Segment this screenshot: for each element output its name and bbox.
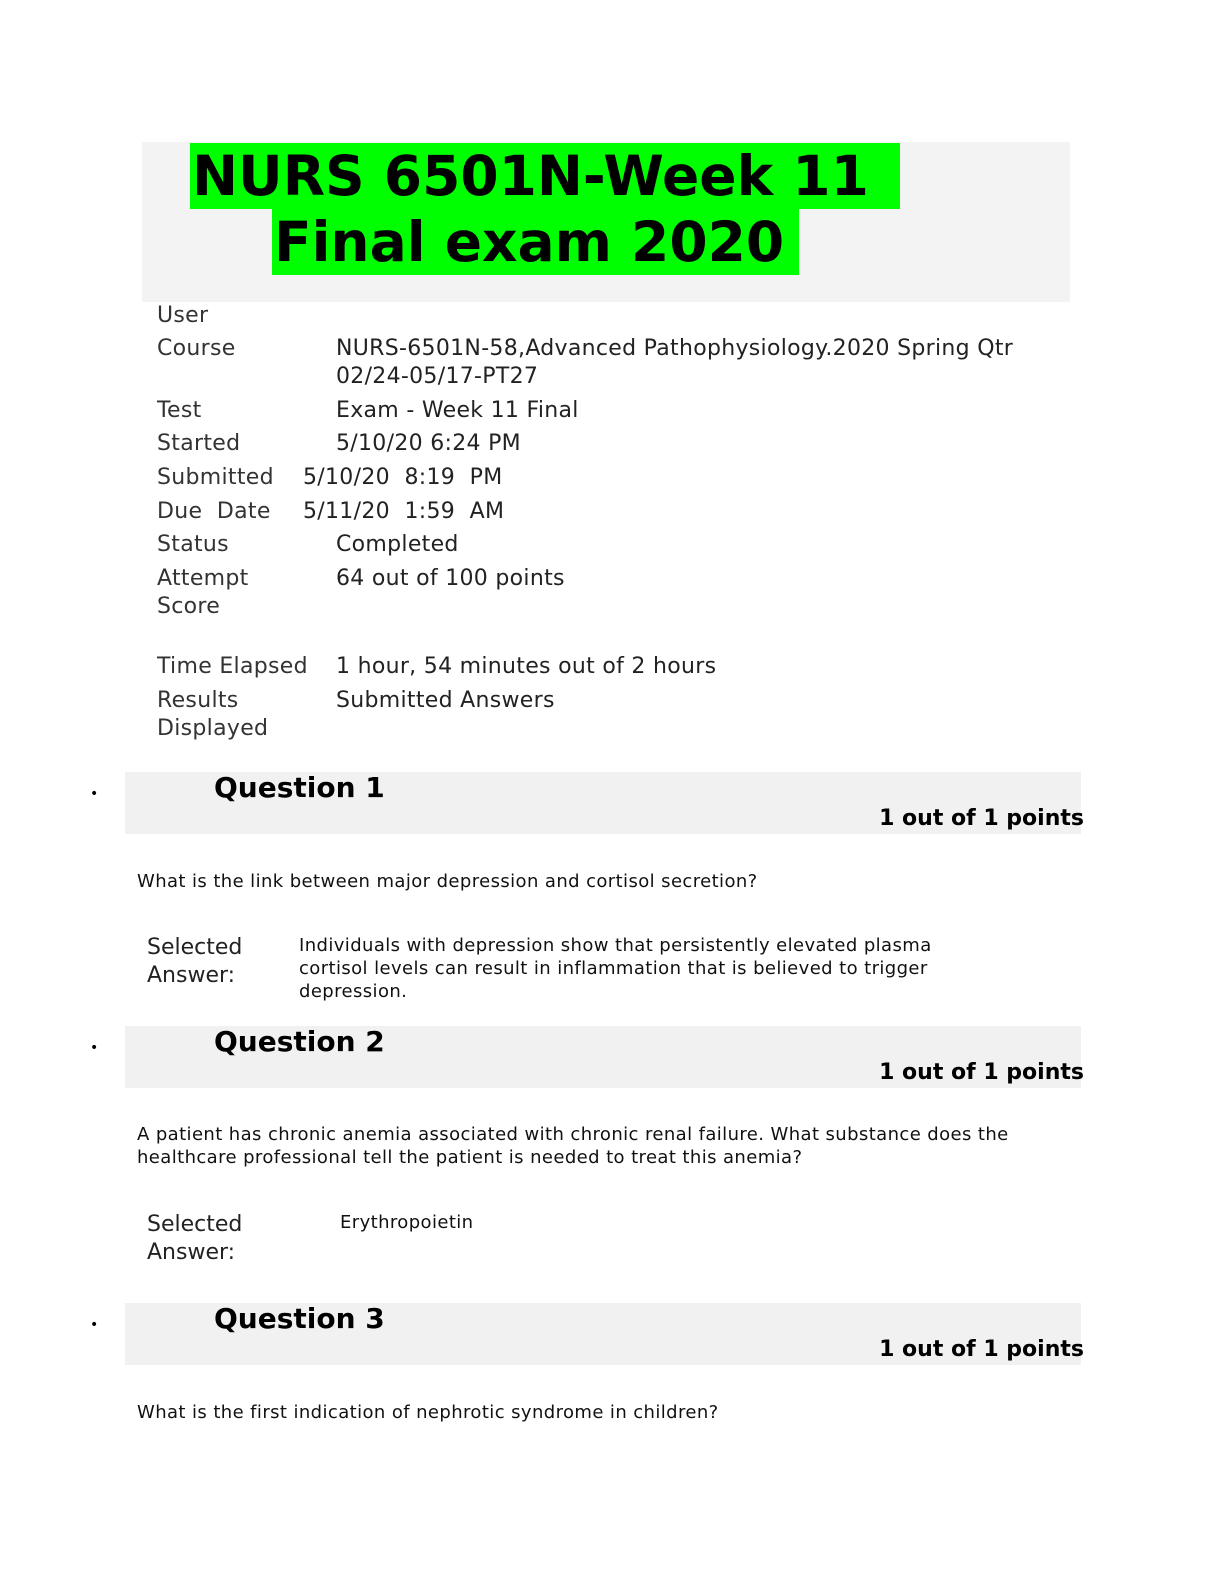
attempt-score-value: 64 out of 100 points [336, 566, 565, 591]
time-elapsed-label: Time Elapsed [157, 654, 308, 679]
question-2-selected-answer: Erythropoietin [340, 1212, 474, 1233]
submitted-label: Submitted [157, 465, 274, 490]
question-1-selected-label-line-1: Selected [147, 935, 243, 960]
document-title-line-1: NURS 6501N-Week 11 [190, 143, 900, 209]
status-value: Completed [336, 532, 459, 557]
question-3-text: What is the first indication of nephrotic syndrome in children? [137, 1402, 719, 1423]
results-displayed-label-line-1: Results [157, 688, 239, 713]
due-date-value: 5/11/20 1:59 AM [303, 499, 505, 524]
question-1-selected-answer: Individuals with depression show that persistently elevated plasma cortisol levels can result in inflammation that is believed to trigger depression. [299, 935, 932, 1002]
started-value: 5/10/20 6:24 PM [336, 431, 521, 456]
question-2-title: Question 2 [214, 1025, 385, 1058]
question-2-selected-label-line-1: Selected [147, 1212, 243, 1237]
question-1-selected-label-line-2: Answer: [147, 963, 236, 988]
question-2-text: A patient has chronic anemia associated with chronic renal failure. What substance does the healthcare professional tell the patient is needed to treat this anemia? [137, 1124, 1009, 1168]
question-1-bullet: • [90, 786, 99, 802]
test-value: Exam - Week 11 Final [336, 398, 579, 423]
question-2-bullet: • [90, 1040, 99, 1056]
course-label: Course [157, 336, 236, 361]
question-3-points: 1 out of 1 points [879, 1337, 1084, 1362]
results-displayed-label-line-2: Displayed [157, 716, 269, 741]
question-2-selected-label-line-2: Answer: [147, 1240, 236, 1265]
question-1-title: Question 1 [214, 771, 385, 804]
results-displayed-value: Submitted Answers [336, 688, 555, 713]
test-label: Test [157, 398, 202, 423]
course-value-line-2: 02/24-05/17-PT27 [336, 364, 539, 389]
course-value-line-1: NURS-6501N-58,Advanced Pathophysiology.2020 Spring Qtr [336, 336, 1014, 361]
attempt-score-label-line-2: Score [157, 594, 221, 619]
user-label: User [157, 303, 209, 328]
status-label: Status [157, 532, 229, 557]
attempt-score-label-line-1: Attempt [157, 566, 249, 591]
document-title-line-2: Final exam 2020 [272, 209, 799, 275]
question-1-text: What is the link between major depression and cortisol secretion? [137, 871, 758, 892]
due-date-label: Due Date [157, 499, 271, 524]
question-3-bullet: • [90, 1317, 99, 1333]
question-2-points: 1 out of 1 points [879, 1060, 1084, 1085]
started-label: Started [157, 431, 241, 456]
submitted-value: 5/10/20 8:19 PM [303, 465, 503, 490]
question-1-points: 1 out of 1 points [879, 806, 1084, 831]
time-elapsed-value: 1 hour, 54 minutes out of 2 hours [336, 654, 717, 679]
question-3-title: Question 3 [214, 1302, 385, 1335]
